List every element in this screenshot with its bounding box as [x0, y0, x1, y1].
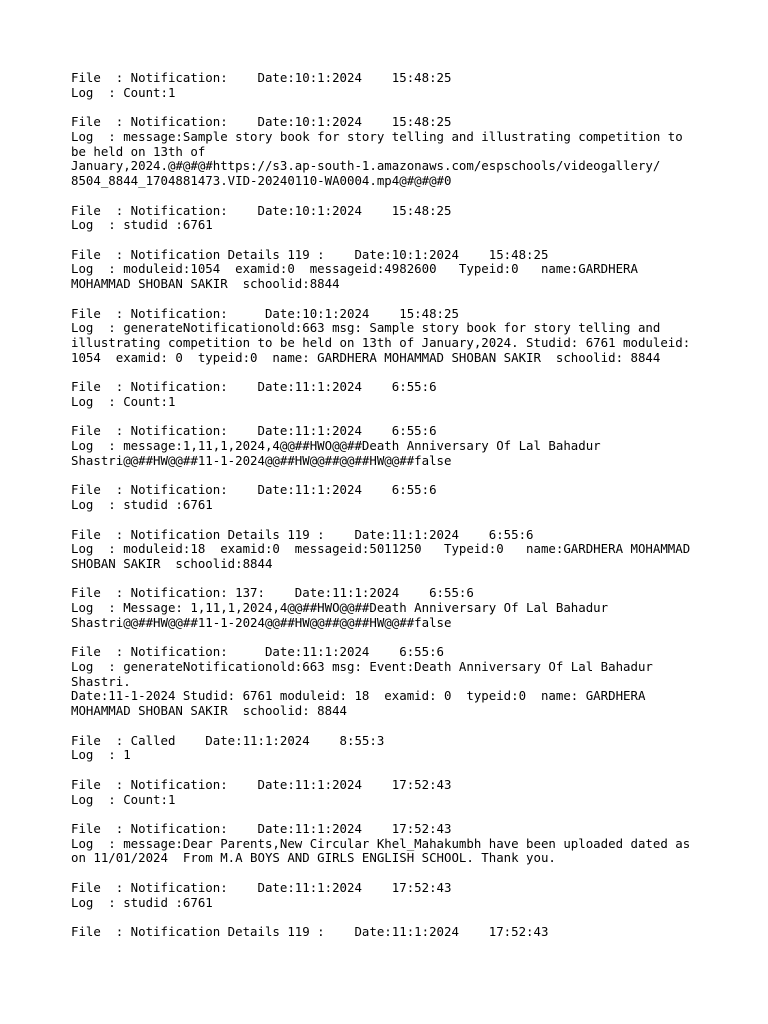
log-entry: [71, 307, 728, 366]
log-line: Shastri@@##HW@@##11-1-2024@@##HW@@##@@##HW@@##false: [71, 452, 452, 468]
log-line: File : Notification Details 119 : Date:10:1:2024 15:48:25: [71, 246, 549, 262]
log-line: Log : studid :6761: [71, 894, 213, 910]
log-entry: [71, 483, 728, 512]
log-entry: [71, 778, 728, 807]
log-line: MOHAMMAD SHOBAN SAKIR schoolid:8844: [71, 276, 340, 292]
log-entry: [71, 528, 728, 572]
log-entry: [71, 71, 728, 100]
log-line: Log : Message: 1,11,1,2024,4@@##HWO@@##Death Anniversary Of Lal Bahadur: [71, 600, 609, 616]
log-entry: [71, 204, 728, 233]
log-line: SHOBAN SAKIR schoolid:8844: [71, 555, 273, 571]
log-line: Log : Count:1: [71, 791, 176, 807]
log-line: MOHAMMAD SHOBAN SAKIR schoolid: 8844: [71, 703, 348, 719]
log-line: File : Notification: Date:10:1:2024 15:48:25: [71, 70, 452, 85]
log-line: Log : 1: [71, 747, 131, 763]
log-line: Log : moduleid:18 examid:0 messageid:5011250 Typeid:0 name:GARDHERA MOHAMMAD: [71, 541, 691, 557]
log-line: January,2024.@#@#@#https://s3.ap-south-1.amazonaws.com/espschools/videogallery/: [71, 158, 661, 174]
log-line: Log : generateNotificationold:663 msg: Sample story book for story telling and: [71, 320, 661, 336]
log-line: Log : message:1,11,1,2024,4@@##HWO@@##Death Anniversary Of Lal Bahadur: [71, 438, 601, 454]
log-entry: [71, 734, 728, 763]
log-entry: [71, 380, 728, 409]
log-line: 1054 examid: 0 typeid:0 name: GARDHERA MOHAMMAD SHOBAN SAKIR schoolid: 8844: [71, 349, 661, 365]
log-line: File : Called Date:11:1:2024 8:55:3: [71, 732, 385, 748]
log-line: Log : message:Dear Parents,New Circular Khel_Mahakumbh have been uploaded dated as: [71, 835, 691, 851]
log-entry: [71, 925, 728, 940]
log-line: File : Notification: Date:11:1:2024 6:55:6: [71, 644, 444, 660]
log-line: Log : generateNotificationold:663 msg: Event:Death Anniversary Of Lal Bahadur: [71, 659, 653, 675]
log-line: File : Notification: Date:11:1:2024 6:55:6: [71, 423, 437, 439]
log-line: File : Notification: Date:10:1:2024 15:48:25: [71, 305, 459, 321]
log-line: File : Notification: Date:10:1:2024 15:48:25: [71, 202, 452, 218]
log-line: Date:11-1-2024 Studid: 6761 moduleid: 18 examid: 0 typeid:0 name: GARDHERA: [71, 688, 646, 704]
log-entry: [71, 424, 728, 468]
log-line: be held on 13th of: [71, 143, 206, 159]
log-line: Shastri.: [71, 673, 131, 689]
log-line: File : Notification: 137: Date:11:1:2024 6:55:6: [71, 585, 474, 601]
log-line: File : Notification Details 119 : Date:11:1:2024 17:52:43: [71, 924, 549, 940]
log-line: File : Notification: Date:10:1:2024 15:48:25: [71, 114, 452, 130]
log-entry: [71, 881, 728, 910]
log-line: on 11/01/2024 From M.A BOYS AND GIRLS ENGLISH SCHOOL. Thank you.: [71, 850, 556, 866]
log-line: Log : Count:1: [71, 393, 176, 409]
log-line: Log : studid :6761: [71, 217, 213, 233]
log-entry: [71, 822, 728, 866]
log-entry: [71, 586, 728, 630]
log-line: Log : Count:1: [71, 84, 176, 100]
log-line: File : Notification: Date:11:1:2024 6:55:6: [71, 482, 437, 498]
log-line: Log : studid :6761: [71, 497, 213, 513]
log-entry: [71, 248, 728, 292]
log-line: Shastri@@##HW@@##11-1-2024@@##HW@@##@@##HW@@##false: [71, 614, 452, 630]
log-line: Log : moduleid:1054 examid:0 messageid:4982600 Typeid:0 name:GARDHERA: [71, 261, 638, 277]
log-line: File : Notification: Date:11:1:2024 17:52:43: [71, 776, 452, 792]
log-entry: [71, 115, 728, 189]
log-line: 8504_8844_1704881473.VID-20240110-WA0004.mp4@#@#@#0: [71, 173, 452, 189]
log-line: File : Notification: Date:11:1:2024 17:52:43: [71, 821, 452, 837]
log-entry: [71, 645, 728, 719]
log-line: Log : message:Sample story book for story telling and illustrating competition to: [71, 128, 683, 144]
log-line: illustrating competition to be held on 13th of January,2024. Studid: 6761 moduleid:: [71, 335, 691, 351]
log-line: File : Notification: Date:11:1:2024 6:55:6: [71, 379, 437, 395]
log-line: File : Notification: Date:11:1:2024 17:52:43: [71, 879, 452, 895]
log-line: File : Notification Details 119 : Date:11:1:2024 6:55:6: [71, 526, 534, 542]
